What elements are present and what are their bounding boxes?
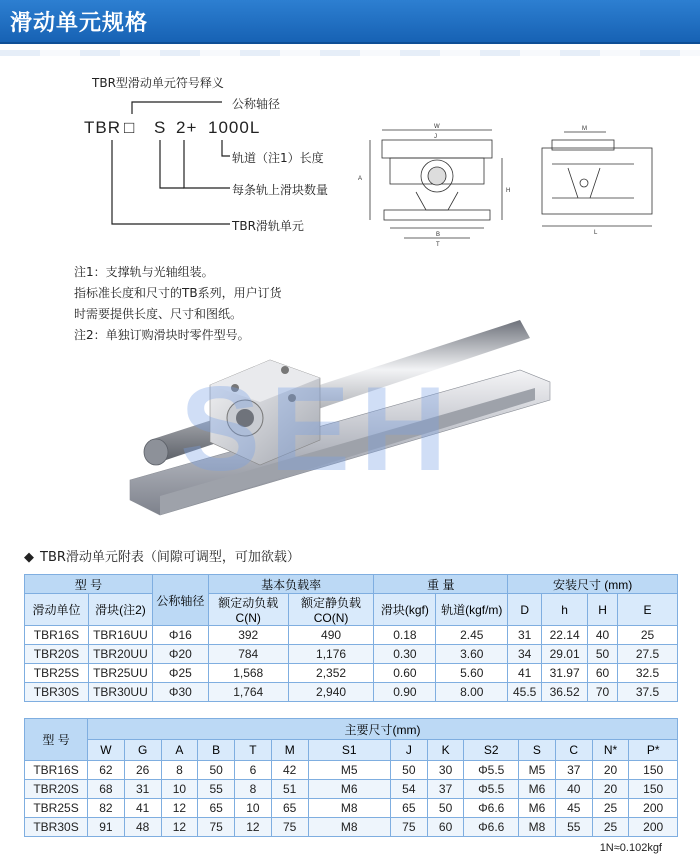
table-cell: 65 (271, 799, 308, 818)
table-cell: 75 (198, 818, 235, 837)
label-slider-count: 每条轨上滑块数量 (232, 183, 329, 197)
table-cell: 3.60 (436, 645, 508, 664)
t1-header-mounting: 安装尺寸 (mm) (508, 575, 678, 594)
table-cell: 50 (390, 761, 427, 780)
table-cell: 54 (390, 780, 427, 799)
table-cell: 51 (271, 780, 308, 799)
table-cell: M8 (308, 818, 390, 837)
table-cell: M6 (518, 799, 555, 818)
load-rating-table (24, 574, 678, 702)
table-cell: 5.60 (436, 664, 508, 683)
table-cell: 784 (208, 645, 288, 664)
table-row (25, 645, 678, 664)
table-cell: 68 (88, 780, 125, 799)
t2-header-model: 型 号 (25, 719, 88, 761)
t2-subheader: S1 (308, 740, 390, 761)
table-cell: 31.97 (542, 664, 588, 683)
table-cell: TBR30S (25, 818, 88, 837)
code-part-slider: S (154, 118, 167, 137)
table-cell: 25 (618, 626, 678, 645)
table-cell: 41 (124, 799, 161, 818)
table-cell: TBR16UU (88, 626, 152, 645)
table-cell: 82 (88, 799, 125, 818)
svg-text:H: H (506, 188, 511, 194)
table-cell: 50 (198, 761, 235, 780)
t2-subheader: T (235, 740, 272, 761)
label-rail-length: 轨道（注1）长度 (232, 151, 324, 165)
table-cell: 12 (161, 818, 198, 837)
table-cell: 12 (161, 799, 198, 818)
table-row (25, 683, 678, 702)
table-cell: Φ25 (152, 664, 208, 683)
t1-subheader: 轨道(kgf/m) (436, 594, 508, 626)
t2-subheader: C (555, 740, 592, 761)
table-cell: 45.5 (508, 683, 542, 702)
table-cell: 50 (427, 799, 464, 818)
table-cell: 70 (588, 683, 618, 702)
table-row (25, 761, 678, 780)
table-cell: 20 (592, 761, 629, 780)
table-cell: 31 (508, 626, 542, 645)
code-part-diameter: □ (124, 118, 136, 137)
table-cell: TBR20UU (88, 645, 152, 664)
t2-subheader: W (88, 740, 125, 761)
svg-text:J: J (434, 134, 437, 140)
svg-text:B: B (436, 232, 441, 238)
table-cell: 27.5 (618, 645, 678, 664)
t1-subheader: h (542, 594, 588, 626)
watermark-logo: SEH (180, 362, 457, 496)
table-cell: 75 (390, 818, 427, 837)
table-cell: 36.52 (542, 683, 588, 702)
table-cell: 490 (288, 626, 374, 645)
table-cell: 200 (629, 799, 678, 818)
table-cell: 8 (161, 761, 198, 780)
table-cell: 75 (271, 818, 308, 837)
table-cell: 8 (235, 780, 272, 799)
t2-subheader: K (427, 740, 464, 761)
table-cell: 42 (271, 761, 308, 780)
t1-subheader: 滑动单位 (25, 594, 89, 626)
table-cell: 60 (588, 664, 618, 683)
t1-subheader: 滑块(kgf) (374, 594, 436, 626)
table-cell: 150 (629, 780, 678, 799)
t2-subheader: B (198, 740, 235, 761)
table-cell: 65 (198, 799, 235, 818)
table-cell: 2.45 (436, 626, 508, 645)
table-cell: 8.00 (436, 683, 508, 702)
table-cell: 150 (629, 761, 678, 780)
t2-subheader: M (271, 740, 308, 761)
t1-header-diameter: 公称轴径 (152, 575, 208, 626)
table-cell: TBR30S (25, 683, 89, 702)
t2-subheader: J (390, 740, 427, 761)
t2-subheader: N* (592, 740, 629, 761)
table-cell: M5 (308, 761, 390, 780)
table-cell: 10 (161, 780, 198, 799)
table-cell: Φ6.6 (464, 799, 518, 818)
table-cell: M6 (518, 780, 555, 799)
table-cell: 1,568 (208, 664, 288, 683)
table-cell: 26 (124, 761, 161, 780)
table-cell: 0.60 (374, 664, 436, 683)
table-cell: Φ5.5 (464, 780, 518, 799)
table1-caption (24, 546, 300, 565)
note-1-line-2: 指标准长度和尺寸的TB系列，用户订货 (74, 286, 282, 300)
table-cell: 40 (588, 626, 618, 645)
table-cell: 2,352 (288, 664, 374, 683)
table-cell: 40 (555, 780, 592, 799)
table-cell: 48 (124, 818, 161, 837)
code-part-series: TBR (84, 118, 121, 137)
table-cell: Φ6.6 (464, 818, 518, 837)
table-cell: 34 (508, 645, 542, 664)
table-cell: 1,764 (208, 683, 288, 702)
table-cell: 0.30 (374, 645, 436, 664)
table-row (25, 799, 678, 818)
page-title: 滑动单元规格 (10, 11, 149, 36)
t1-header-weight: 重 量 (374, 575, 508, 594)
t2-subheader: S (518, 740, 555, 761)
table-cell: 29.01 (542, 645, 588, 664)
t1-subheader: 额定动负载C(N) (208, 594, 288, 626)
table-cell: TBR16S (25, 626, 89, 645)
table-cell: TBR25S (25, 799, 88, 818)
code-part-length: 1000L (208, 118, 261, 137)
table-cell: 37.5 (618, 683, 678, 702)
table-cell: TBR30UU (88, 683, 152, 702)
table-cell: Φ5.5 (464, 761, 518, 780)
table-cell: 2,940 (288, 683, 374, 702)
note-2: 注2：单独订购滑块时零件型号。 (74, 328, 250, 342)
table-cell: 0.90 (374, 683, 436, 702)
table-cell: 6 (235, 761, 272, 780)
table-cell: 10 (235, 799, 272, 818)
table-cell: 200 (629, 818, 678, 837)
caption-bullet-icon: ◆ (24, 550, 34, 565)
table-cell: 55 (198, 780, 235, 799)
svg-text:W: W (434, 124, 440, 130)
t1-subheader: H (588, 594, 618, 626)
table-cell: M8 (308, 799, 390, 818)
table-cell: 32.5 (618, 664, 678, 683)
table-cell: TBR25S (25, 664, 89, 683)
label-nominal-diameter: 公称轴径 (232, 97, 281, 111)
note-1: 注1：支撑轨与光轴组装。 (74, 265, 214, 279)
table-cell: 65 (390, 799, 427, 818)
table-cell: 1,176 (288, 645, 374, 664)
svg-text:L: L (594, 230, 598, 236)
table-cell: 50 (588, 645, 618, 664)
t2-subheader: G (124, 740, 161, 761)
note-1-line-3: 时需要提供长度、尺寸和图纸。 (74, 307, 243, 321)
table-cell: 60 (427, 818, 464, 837)
table-cell: M6 (308, 780, 390, 799)
table-cell: 25 (592, 818, 629, 837)
table-cell: 31 (124, 780, 161, 799)
table-cell: 37 (427, 780, 464, 799)
label-rail-unit: TBR滑轨单元 (232, 219, 304, 233)
unit-footnote: 1N≈0.102kgf (599, 842, 662, 854)
dimension-table (24, 718, 678, 837)
t1-subheader: 滑块(注2) (88, 594, 152, 626)
table-cell: Φ16 (152, 626, 208, 645)
table-cell: Φ20 (152, 645, 208, 664)
table-cell: 91 (88, 818, 125, 837)
t1-subheader: 额定静负载CO(N) (288, 594, 374, 626)
svg-text:A: A (358, 176, 363, 182)
t2-subheader: S2 (464, 740, 518, 761)
table-cell: 0.18 (374, 626, 436, 645)
t1-header-load: 基本负载率 (208, 575, 374, 594)
table-cell: M8 (518, 818, 555, 837)
table-cell: 392 (208, 626, 288, 645)
table-cell: 45 (555, 799, 592, 818)
table-cell: TBR20S (25, 645, 89, 664)
t2-subheader: P* (629, 740, 678, 761)
table-row (25, 664, 678, 683)
table-row (25, 626, 678, 645)
table-cell: 37 (555, 761, 592, 780)
table-row (25, 818, 678, 837)
table-cell: 41 (508, 664, 542, 683)
table-row (25, 780, 678, 799)
t1-subheader: D (508, 594, 542, 626)
table-cell: 30 (427, 761, 464, 780)
t2-subheader: A (161, 740, 198, 761)
table-cell: 12 (235, 818, 272, 837)
table-cell: TBR25UU (88, 664, 152, 683)
designation-title: TBR型滑动单元符号释义 (92, 76, 224, 90)
t1-subheader: E (618, 594, 678, 626)
svg-text:T: T (436, 242, 440, 248)
table-cell: TBR16S (25, 761, 88, 780)
table-cell: TBR20S (25, 780, 88, 799)
table-cell: 22.14 (542, 626, 588, 645)
table-cell: 62 (88, 761, 125, 780)
t1-header-model: 型 号 (25, 575, 153, 594)
svg-text:M: M (582, 126, 587, 132)
table-cell: 20 (592, 780, 629, 799)
table-cell: 55 (555, 818, 592, 837)
dimension-drawing (354, 118, 670, 258)
t2-header-dimensions: 主要尺寸(mm) (88, 719, 678, 740)
table1-caption-text: TBR滑动单元附表（间隙可调型，可加欲载） (40, 550, 300, 565)
table-cell: 25 (592, 799, 629, 818)
code-part-count: 2+ (176, 118, 198, 137)
table-cell: M5 (518, 761, 555, 780)
table-cell: Φ30 (152, 683, 208, 702)
